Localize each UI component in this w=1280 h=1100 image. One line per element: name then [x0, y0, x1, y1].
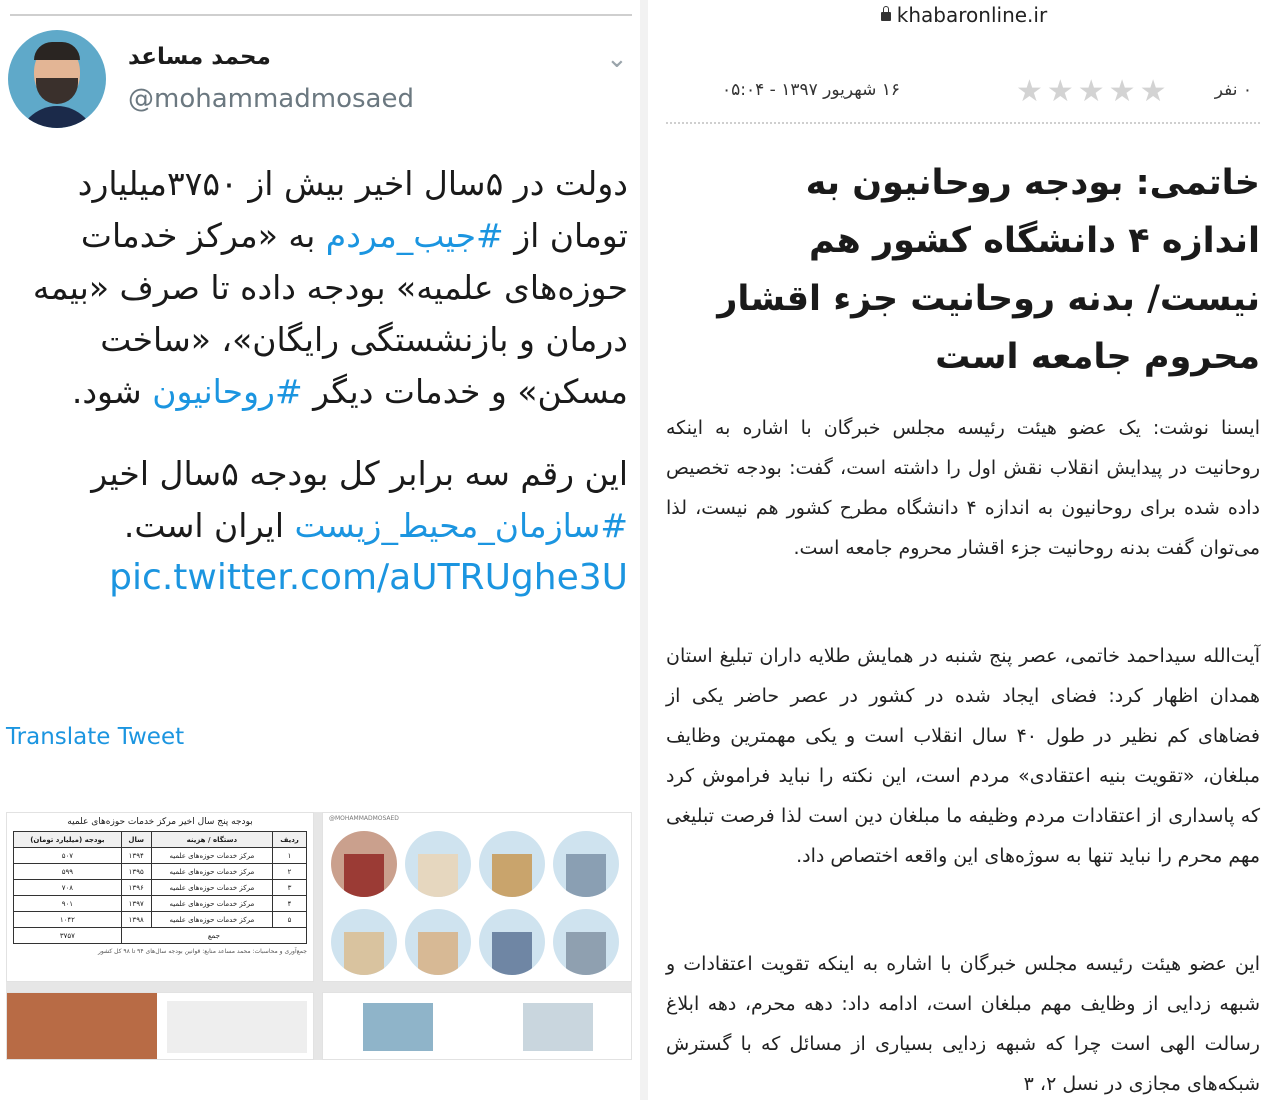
table-cell: ۹۰۱ [14, 896, 122, 912]
building-photo [553, 909, 619, 975]
table-row [14, 912, 307, 928]
pic-link[interactable]: pic.twitter.com/aUTRUghe3U [109, 557, 628, 598]
hashtag-link[interactable]: #جیب_مردم [325, 216, 504, 255]
table-cell: ۵ [273, 912, 307, 928]
tweet-paragraph-1 [8, 158, 628, 418]
column-header: سال [121, 832, 151, 848]
building-photo [331, 831, 397, 897]
tweet-text [8, 158, 628, 604]
budget-table [13, 831, 307, 944]
total-value: ۳۷۵۷ [14, 928, 122, 944]
table-cell: ۱۳۹۷ [121, 896, 151, 912]
photo-block [7, 993, 157, 1060]
publish-date: ۱۶ شهریور ۱۳۹۷ - ۰۵:۰۴ [722, 80, 901, 100]
chevron-down-icon[interactable]: ⌄ [606, 44, 628, 74]
table-cell: مرکز خدمات حوزه‌های علمیه [151, 864, 272, 880]
photo-block [363, 1003, 433, 1051]
table-row [14, 896, 307, 912]
table-row [14, 880, 307, 896]
table-cell: ۵۹۹ [14, 864, 122, 880]
photo-block [167, 1001, 307, 1053]
table-title: بودجه پنج سال اخیر مرکز خدمات حوزه‌های علمیه [67, 817, 253, 827]
avatar-hair [34, 42, 80, 60]
article-headline: خاتمی: بودجه روحانیون به اندازه ۴ دانشگاه کشور هم نیست/ بدنه روحانیت جزء اقشار محروم جامعه است [717, 163, 1260, 377]
table-cell: ۱ [273, 848, 307, 864]
article-paragraph: آیت‌الله سیداحمد خاتمی، عصر پنج شنبه در همایش طلایه داران تبلیغ استان همدان اظهار کرد: فضای ایجاد شده در کشور در عصر حاضر یکی از فضاهای کم نظیر در طول ۴۰ سال انقلاب است و یکی مهمترین وظایف مبلغان، «تقویت بنیه اعتقادی» مردم است، این نکته را نباید فراموش کرد که پاسداری از اعتقادات مردم وظیفه ما مبلغان دین است لذا فرصت تبلیغی مهم محرم را نباید تنها به سوژه‌های این واقعه اختصاص داد. [666, 645, 1260, 867]
table-cell: مرکز خدمات حوزه‌های علمیه [151, 848, 272, 864]
table-row [14, 848, 307, 864]
divider-line [10, 14, 632, 16]
text-segment: این رقم سه برابر کل بودجه ۵سال اخیر [91, 454, 628, 493]
table-total-row [14, 928, 307, 944]
table-cell: ۱۳۹۶ [121, 880, 151, 896]
table-cell: ۴ [273, 896, 307, 912]
translate-tweet-link[interactable]: Translate Tweet [6, 724, 185, 750]
table-cell: ۳ [273, 880, 307, 896]
building-photo [405, 909, 471, 975]
text-segment: دولت در ۵سال اخیر بیش از ۳۷۵۰میلیارد تومان از [77, 164, 628, 255]
hashtag-link[interactable]: #روحانیون [152, 372, 303, 411]
column-header: بودجه (میلیارد تومان) [14, 832, 122, 848]
user-handle[interactable]: @mohammadmosaed [128, 84, 414, 114]
table-cell: مرکز خدمات حوزه‌های علمیه [151, 912, 272, 928]
url-bar[interactable] [648, 0, 1280, 30]
building-photo [553, 831, 619, 897]
table-cell: ۱۳۹۵ [121, 864, 151, 880]
lock-icon [881, 12, 891, 21]
article-lead: ایسنا نوشت: یک عضو هیئت رئیسه مجلس خبرگان با اشاره به اینکه روحانیت در پیدایش انقلاب نقش اول را داشته است، گفت: بودجه تخصیص داده شده برای روحانیون به اندازه ۴ دانشگاه مطرح کشور هم نیست، لذا می‌توان گفت بدنه روحانیت جزء اقشار محروم جامعه است. [666, 417, 1260, 559]
building-photo [331, 909, 397, 975]
hashtag-link[interactable]: #سازمان_محیط_زیست [294, 506, 628, 545]
media-building-photo[interactable] [6, 992, 314, 1060]
tweet-media-grid[interactable] [6, 812, 632, 1060]
media-gallery-photo[interactable] [322, 992, 632, 1060]
vote-count: ۰ نفر [1214, 80, 1252, 100]
table-cell: ۱۳۹۸ [121, 912, 151, 928]
photo-block [523, 1003, 593, 1051]
watermark: @MOHAMMADMOSAED [329, 815, 399, 822]
table-cell: مرکز خدمات حوزه‌های علمیه [151, 880, 272, 896]
building-photo [405, 831, 471, 897]
star-rating[interactable]: ★★★★★ [1016, 74, 1171, 109]
total-label: جمع [121, 928, 306, 944]
text-segment: ایران است. [123, 506, 295, 545]
column-header: دستگاه / هزینه [151, 832, 272, 848]
building-photo [479, 909, 545, 975]
dotted-divider [666, 122, 1260, 124]
table-cell: ۷۰۸ [14, 880, 122, 896]
avatar-shirt [18, 106, 96, 128]
media-budget-table[interactable] [6, 812, 314, 982]
text-segment: به «مرکز خدمات حوزه‌های علمیه» بودجه داده تا صرف «بیمه درمان و بازنشستگی رایگان»، «ساخت مسکن» و خدمات دیگر [32, 216, 628, 411]
building-photo [479, 831, 545, 897]
panel-divider [640, 0, 648, 1100]
table-cell: مرکز خدمات حوزه‌های علمیه [151, 896, 272, 912]
column-header: ردیف [273, 832, 307, 848]
table-cell: ۱۳۹۴ [121, 848, 151, 864]
tweet-paragraph-2 [8, 448, 628, 604]
table-cell: ۵۰۷ [14, 848, 122, 864]
display-name[interactable]: محمد مساعد [128, 44, 271, 70]
text-segment: شود. [71, 372, 153, 411]
avatar-beard [36, 78, 78, 104]
article-paragraph: این عضو هیئت رئیسه مجلس خبرگان با اشاره به اینکه تقویت اعتقادات و شبهه زدایی از وظایف مهم مبلغان است، ادامه داد: دهه محرم، دهه ابلاغ رسالت الهی است چرا که شبهه زدایی بسیاری از مسائل که با گسترش شبکه‌های مجازی در نسل ۲، ۳ [666, 953, 1260, 1095]
table-cell: ۲ [273, 864, 307, 880]
table-footnote: جمع‌آوری و محاسبات: محمد مساعد منابع: قوانین بودجه سال‌های ۹۴ تا ۹۸ کل کشور [97, 948, 307, 955]
table-cell: ۱۰۴۲ [14, 912, 122, 928]
url-text: khabaronline.ir [896, 3, 1048, 27]
article-panel [648, 0, 1280, 1100]
media-buildings-collage[interactable] [322, 812, 632, 982]
avatar[interactable] [8, 30, 106, 128]
table-row [14, 864, 307, 880]
table-header-row [14, 832, 307, 848]
